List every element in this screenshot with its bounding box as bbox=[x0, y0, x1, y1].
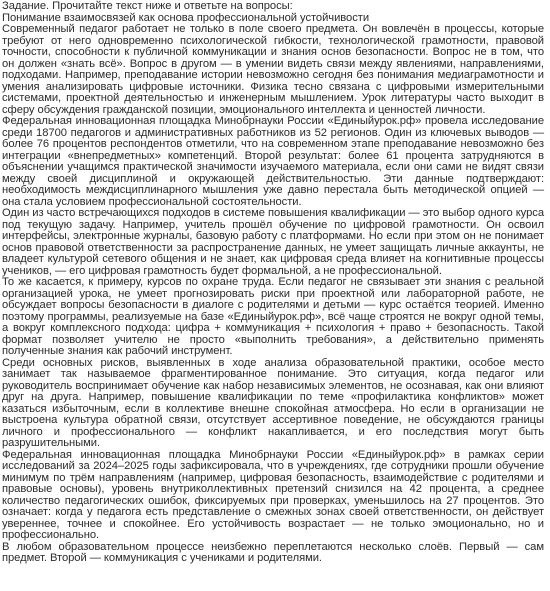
paragraph-2: Федеральная инновационная площадка Минобрнауки России «Единыйурок.рф» провела исследование среди 18700 педагогов и административных работников из 52 регионов. Один из ключевых выводов — более 76 процентов респондентов отметили, что на современном этапе преподавание невозможно без интеграции «внепредметных» компетенций. Второй результат: более 61 процента затрудняются в объяснении учащимся практической значимости изучаемого материала, если они сами не видят связи между своей дисциплиной и окружающей действительностью. Эти данные подтверждают: необходимость междисциплинарного мышления уже давно перестала быть методической опцией — она стала условием профессиональной состоятельности. bbox=[2, 115, 544, 208]
paragraph-3: Один из часто встречающихся подходов в системе повышения квалификации — это выбор одного курса под текущую задачу. Например, учитель прошёл обучение по цифровой грамотности. Он освоил интерфейсы, электронные журналы, базовую работу с платформами. Но если при этом он не понимает основ правовой ответственности за распространение данных, не умеет защищать личные аккаунты, не владеет культурой сетевого общения и не знает, как цифровая среда влияет на когнитивные процессы учеников, — его цифровая грамотность будет формальной, а не профессиональной. bbox=[2, 207, 544, 277]
paragraph-5: Среди основных рисков, выявленных в ходе анализа образовательной практики, особое место занимает так называемое фрагментированное понимание. Это ситуация, когда педагог или руководитель воспринимает обучение как набор независимых элементов, не осознавая, как они влияют друг на друга. Например, повышение квалификации по теме «профилактика конфликтов» может казаться избыточным, если в коллективе внешне спокойная атмосфера. Но если в организации не выстроена культура обратной связи, отсутствует ассертивное поведение, не обсуждаются границы личного и профессионального — конфликт накапливается, и его последствия могут быть разрушительными. bbox=[2, 356, 544, 449]
paragraph-6: Федеральная инновационная площадка Минобрнауки России «Единыйурок.рф» в рамках серии исследований за 2024–2025 годы зафиксировала, что в учреждениях, где сотрудники прошли обучение минимум по трём направлениям (например, цифровая безопасность, взаимодействие с родителями и правовые основы), уровень внутриколлективных претензий снизился на 42 процента, а среднее количество педагогических ошибок, фиксируемых при проверках, уменьшилось на 27 процентов. Это означает: когда у педагога есть представление о смежных зонах своей ответственности, он действует увереннее, точнее и спокойнее. Его устойчивость возрастает — не только эмоционально, но и профессионально. bbox=[2, 448, 544, 541]
task-line: Задание. Прочитайте текст ниже и ответьте на вопросы: bbox=[2, 0, 293, 12]
paragraph-1: Современный педагог работает не только в поле своего предмета. Он вовлечён в процессы, которые требуют от него одновременно психологической гибкости, технологической грамотности, правовой точности, способности к публичной коммуникации и знания основ безопасности. Вопрос не в том, что он должен «знать всё». Вопрос в другом — в умении видеть связи между явлениями, направлениями, подходами. Например, преподавание истории невозможно сегодня без понимания медиаграмотности и умения анализировать цифровые источники. Физика тесно связана с цифровыми измерительными системами, проектной деятельностью и инженерным мышлением. Урок литературы часто выходит в сферу обсуждения гражданской позиции, эмоционального интеллекта и ценностей личности. bbox=[2, 23, 544, 116]
paragraph-7: В любом образовательном процессе неизбежно переплетаются несколько слоёв. Первый — сам предмет. Второй — коммуникация с учениками и родителями. bbox=[2, 540, 544, 564]
document-title: Понимание взаимосвязей как основа профессиональной устойчивости bbox=[2, 11, 370, 24]
paragraph-4: То же касается, к примеру, курсов по охране труда. Если педагог не связывает эти знания с реальной организацией урока, не умеет прогнозировать риски при проектной или лабораторной работе, не обсуждает вопросы безопасности в диалоге с родителями и детьми — курс остаётся теорией. Именно поэтому программы, реализуемые на базе «Единыйурок.рф», всё чаще строятся не вокруг одной темы, а вокруг комплексного подхода: цифра + коммуникация + психология + право + безопасность. Такой формат позволяет учителю не просто «выполнить требования», а действительно применять полученные знания как рабочий инструмент. bbox=[2, 276, 544, 357]
